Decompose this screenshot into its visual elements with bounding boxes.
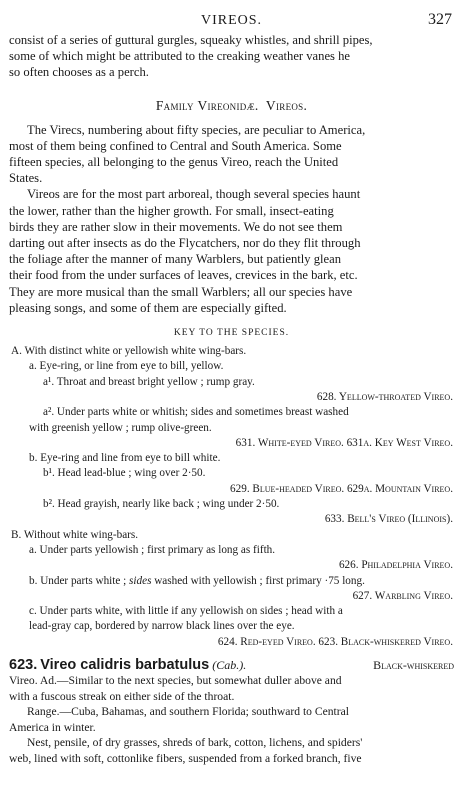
key-line: B. Without white wing-bars. <box>11 528 139 541</box>
key-text: b. Under parts white ; <box>29 574 130 587</box>
key-line: c. Under parts white, with little if any yellowish on sides ; head with a <box>29 605 343 618</box>
key-line: a². Under parts white or whitish; sides and sometimes breast washed <box>43 406 349 419</box>
key-line: a¹. Throat and breast bright yellow ; rump gray. <box>43 375 255 388</box>
species-name: Vireo calidris barbatulus <box>40 656 210 673</box>
text-line: Vireos are for the most part arboreal, though several species haunt <box>27 187 361 202</box>
key-line <box>9 574 454 589</box>
text-line: with a fuscous streak on either side of the throat. <box>9 689 235 703</box>
key-italic-text: sides <box>129 574 152 587</box>
intro-paragraph <box>9 32 454 81</box>
text-line: pleasing songs, and some of them are especially gifted. <box>9 300 287 315</box>
key-result: 633. Bell's Vireo (Illinois). <box>324 513 453 526</box>
running-title: VIREOS. <box>200 13 263 28</box>
text-line: birds they are rather slow in their movements. We do not see them <box>9 219 343 234</box>
key-line: b¹. Head lead-blue ; wing over 2·50. <box>43 467 206 480</box>
key-result: 627. Warbling Vireo. <box>352 589 453 602</box>
text-line: darting out after insects as do the Flycatchers, nor do they flit through <box>9 236 361 251</box>
key-line: a. Under parts yellowish ; first primary as long as fifth. <box>29 543 276 556</box>
species-number: 623. <box>9 656 38 673</box>
text-line: Vireo. Ad.—Similar to the next species, but somewhat duller above and <box>9 674 342 688</box>
text-line: America in winter. <box>9 720 96 734</box>
key-result: 631. White-eyed Vireo. 631a. Key West Vireo. <box>235 436 453 449</box>
family-prefix: Family <box>155 97 194 113</box>
page-number: 327 <box>428 11 452 28</box>
key-line: A. With distinct white or yellowish white wing-bars. <box>11 345 247 358</box>
key-title: KEY TO THE SPECIES. <box>173 328 290 339</box>
species-heading <box>9 658 454 674</box>
text-line: Range.—Cuba, Bahamas, and southern Florida; southward to Central <box>27 705 349 719</box>
species-common-name: Black-whiskered <box>373 657 454 672</box>
key-line: a. Eye-ring, or line from eye to bill, yellow. <box>29 360 224 373</box>
text-line: some of which might be attributed to the creaking weather vanes he <box>9 49 350 64</box>
key-line: with greenish yellow ; rump olive-green. <box>29 421 212 434</box>
text-line: fifteen species, all belonging to the genus Vireo, reach the United <box>9 155 339 170</box>
text-line: their food from the under surfaces of leaves, crevices in the bark, etc. <box>9 268 358 283</box>
key-line: b. Eye-ring and line from eye to bill white. <box>29 452 221 465</box>
family-heading <box>9 98 454 114</box>
text-line: Nest, pensile, of dry grasses, shreds of bark, cotton, lichens, and spiders' <box>27 736 363 750</box>
text-line: The Virecs, numbering about fifty species, are peculiar to America, <box>27 122 366 137</box>
species-author: (Cab.). <box>212 657 247 672</box>
family-paragraph-1 <box>9 122 454 187</box>
text-line: most of them being confined to Central and South America. Some <box>9 138 342 153</box>
key-result: 624. Red-eyed Vireo. 623. Black-whiskered Vireo. <box>217 635 453 648</box>
species-description <box>9 673 454 766</box>
text-line: the lower, rather than the higher growth. For small, insect-eating <box>9 203 334 218</box>
key-text: washed with yellowish ; first primary ·75 long. <box>151 574 365 587</box>
family-name: Vireonidæ. <box>197 97 259 113</box>
running-head <box>9 10 454 32</box>
key-line: lead-gray cap, bordered by narrow black lines over the eye. <box>29 620 295 633</box>
text-line: the foliage after the manner of many Warblers, but patiently glean <box>9 252 342 267</box>
species-key <box>9 344 454 650</box>
text-line: web, lined with soft, cottonlike fibers, suspended from a forked branch, five <box>9 751 362 765</box>
key-result: 626. Philadelphia Vireo. <box>338 559 453 572</box>
key-line: b². Head grayish, nearly like back ; wing under 2·50. <box>43 498 280 511</box>
key-result: 628. Yellow-throated Vireo. <box>316 390 453 403</box>
family-common-name: Vireos. <box>265 97 308 113</box>
text-line: States. <box>9 171 43 186</box>
key-result: 629. Blue-headed Vireo. 629a. Mountain Vireo. <box>230 482 453 495</box>
text-line: consist of a series of guttural gurgles, squeaky whistles, and shrill pipes, <box>9 33 373 47</box>
text-line: They are more musical than the small Warblers; all our species have <box>9 284 353 299</box>
family-paragraph-2 <box>9 186 454 316</box>
text-line: so often chooses as a perch. <box>9 65 149 80</box>
